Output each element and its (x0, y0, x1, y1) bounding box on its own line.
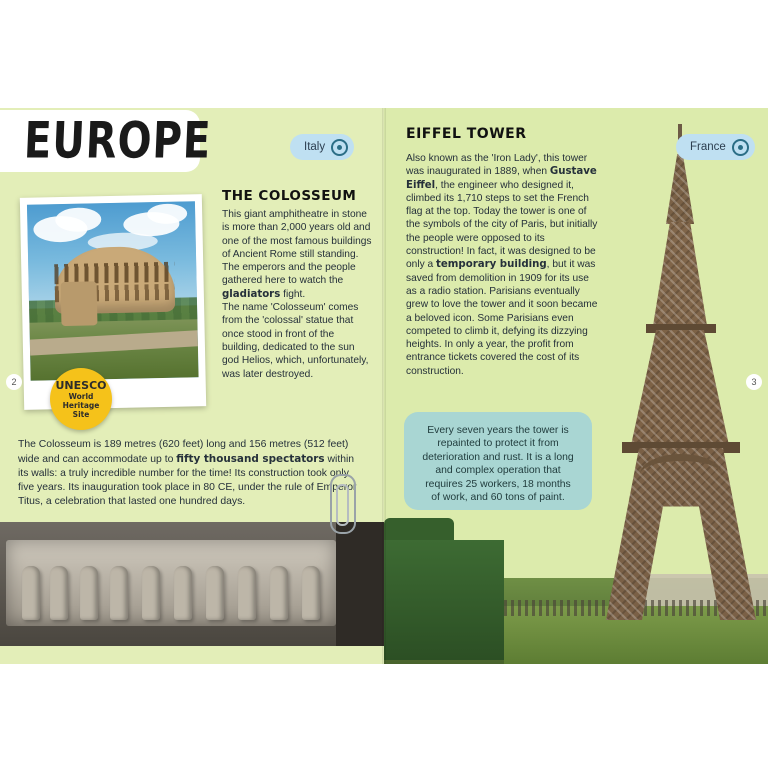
hedge-shape (384, 540, 504, 660)
eiffel-tower-structure (606, 124, 756, 624)
relief-slab (6, 540, 336, 626)
paperclip-icon (330, 474, 356, 534)
relief-figure (302, 566, 320, 620)
colosseum-photo-image (27, 201, 199, 380)
page-number-right: 3 (746, 374, 762, 390)
roman-relief-photo (0, 522, 384, 646)
badge-line-1: UNESCO (55, 378, 107, 392)
relief-figure (80, 566, 98, 620)
unesco-heritage-badge (50, 368, 112, 430)
location-pill-label: France (690, 141, 726, 153)
eiffel-body-text: Also known as the 'Iron Lady', this tower was inaugurated in 1889, when Gustave Eiffel, the engineer who designed it, climbed its 1,710 steps to set the French flag at the top. Today the tower is one of the symbols of the city of Paris, but initially the people were opposed to its construction! In fact, it was designed to be only a temporary building, but it was saved from demolition in 1909 for its use as a radio station. Parisians eventually grew to love the tower and it soon became a beloved icon. Some Parisians even competed to climb it, defying its dizzying heights. In only a year, the profit from entrance tickets covered the cost of its construction. (406, 153, 598, 377)
colosseum-heading: THE COLOSSEUM (222, 188, 357, 204)
eiffel-callout-text: Every seven years the tower is repainted to protect it from deterioration and rust. It is a long and complex operation that requires 25 workers, 18 months of work, and 60 tons of paint. (422, 425, 574, 504)
relief-figure (110, 566, 128, 620)
location-pill-label: Italy (304, 141, 326, 153)
relief-shadow-edge (336, 522, 384, 646)
map-pin-icon (331, 139, 348, 156)
tower-top-section (666, 154, 694, 224)
colosseum-facts-text: The Colosseum is 189 metres (620 feet) long and 156 metres (512 feet) wide and can accommodate up to fifty thousand spectators within its walls: a truly incredible number for the time! Its construction took only five years. Its inauguration took place in 80 CE, under the rule of Emperor Titus, a celebration that lasted one hundred days. (18, 439, 357, 507)
tower-middle-section (630, 330, 730, 450)
colosseum-photo (20, 194, 206, 410)
relief-figure (270, 566, 288, 620)
map-pin-icon (732, 139, 749, 156)
badge-line-4: Site (72, 409, 90, 419)
location-pill-italy[interactable] (290, 134, 354, 160)
relief-figure (238, 566, 256, 620)
page-title: EUROPE (22, 112, 213, 170)
location-pill-france[interactable] (676, 134, 755, 160)
page-number-left: 2 (6, 374, 22, 390)
badge-line-3: Heritage (62, 400, 100, 410)
relief-figure (174, 566, 192, 620)
colosseum-ruin-block (61, 281, 98, 326)
relief-figure (142, 566, 160, 620)
relief-figure (206, 566, 224, 620)
book-gutter (382, 108, 386, 664)
tower-arch (640, 454, 722, 495)
tower-upper-section (652, 222, 708, 332)
eiffel-heading: EIFFEL TOWER (406, 126, 527, 142)
relief-figure (50, 566, 68, 620)
spread-background (0, 108, 768, 664)
badge-line-2: World (68, 391, 94, 401)
section-title-tab (0, 110, 213, 172)
eiffel-callout-box (404, 412, 592, 510)
relief-figure (22, 566, 40, 620)
colosseum-body-text: This giant amphitheatre in stone is more than 2,000 years old and one of the most famous buildings of Ancient Rome still standing. The emperors and the people gathered here to watch the gladiators fight. The name 'Colosseum' comes from the 'colossal' statue that once stood in front of the building, dedicated to the sun god Helios, which, unfortunately, was later destroyed. (222, 209, 372, 380)
